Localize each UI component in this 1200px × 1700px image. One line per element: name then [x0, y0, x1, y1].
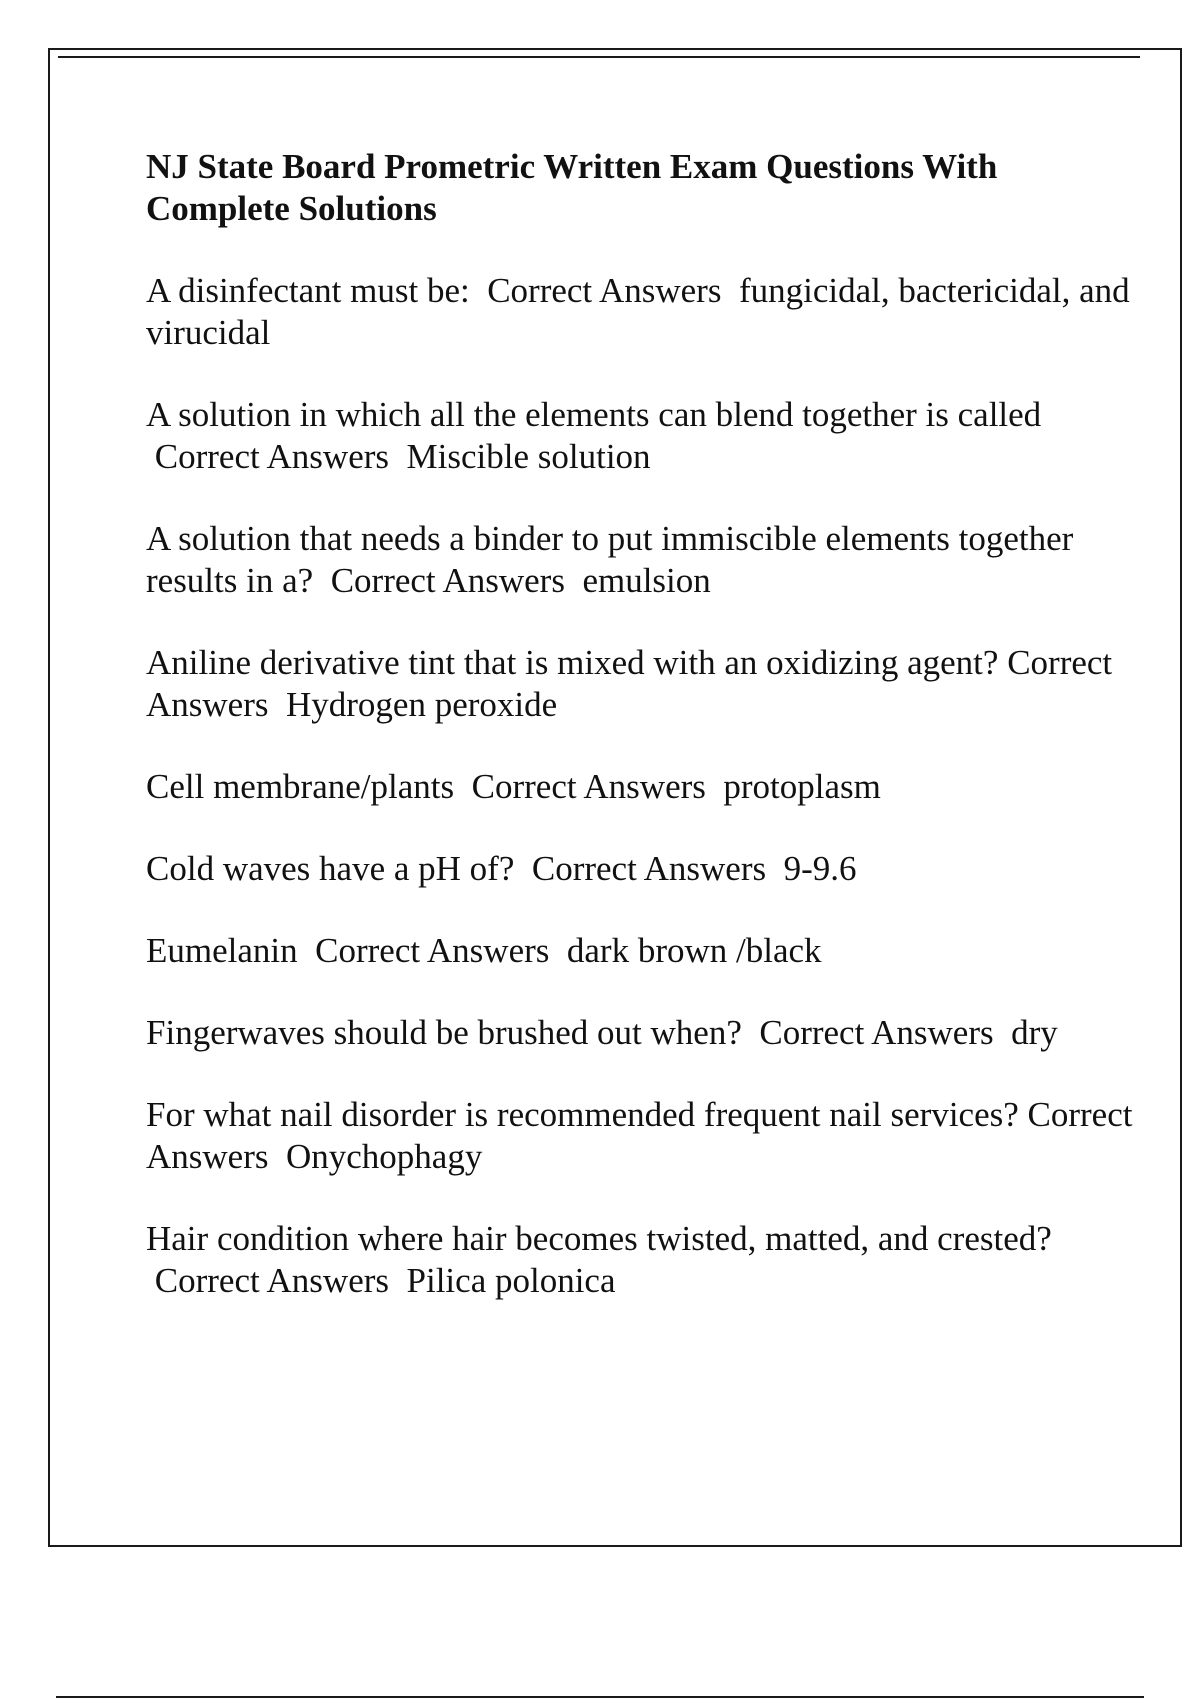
document-content [146, 146, 1146, 1342]
answer-text: protoplasm [723, 767, 881, 806]
question-text: A solution that needs a binder to put immiscible elements together results in a? [146, 519, 1074, 600]
qa-item [146, 848, 1146, 890]
answer-text: 9-9.6 [783, 849, 857, 888]
answer-label: Correct Answers [315, 931, 550, 970]
qa-item [146, 1012, 1146, 1054]
answer-label: Correct Answers [146, 1095, 1133, 1176]
qa-item [146, 1218, 1146, 1302]
qa-item [146, 642, 1146, 726]
answer-text: Miscible solution [406, 437, 651, 476]
qa-item [146, 1094, 1146, 1178]
answer-text: Onychophagy [285, 1137, 483, 1176]
answer-text: fungicidal, bactericidal, and virucidal [146, 271, 1130, 352]
answer-text: dry [1011, 1013, 1058, 1052]
qa-item [146, 394, 1146, 478]
answer-text: Hydrogen peroxide [285, 685, 558, 724]
qa-item [146, 518, 1146, 602]
answer-label: Correct Answers [154, 437, 390, 476]
qa-item [146, 270, 1146, 354]
question-text: A disinfectant must be: [146, 271, 470, 310]
answer-text: emulsion [582, 561, 711, 600]
question-text: Aniline derivative tint that is mixed with an oxidizing agent? [146, 643, 999, 682]
bottom-rule [56, 1696, 1144, 1698]
top-rule [58, 56, 1140, 58]
answer-label: Correct Answers [531, 849, 767, 888]
document-title: NJ State Board Prometric Written Exam Questions With Complete Solutions [146, 147, 998, 228]
answer-text: Pilica polonica [406, 1261, 616, 1300]
qa-item [146, 930, 1146, 972]
question-text: A solution in which all the elements can blend together is called [146, 395, 1042, 434]
question-text: For what nail disorder is recommended frequent nail services? [146, 1095, 1019, 1134]
answer-label: Correct Answers [759, 1013, 994, 1052]
answer-label: Correct Answers [146, 643, 1113, 724]
answer-label: Correct Answers [330, 561, 565, 600]
answer-text: dark brown /black [566, 931, 822, 970]
qa-list [146, 270, 1146, 1302]
page-frame [48, 48, 1182, 1547]
question-text: Eumelanin [146, 931, 298, 970]
question-text: Cold waves have a pH of? [146, 849, 515, 888]
qa-item [146, 766, 1146, 808]
question-text: Cell membrane/plants [146, 767, 455, 806]
answer-label: Correct Answers [487, 271, 722, 310]
answer-label: Correct Answers [471, 767, 706, 806]
question-text: Fingerwaves should be brushed out when? [146, 1013, 742, 1052]
answer-label: Correct Answers [154, 1261, 390, 1300]
question-text: Hair condition where hair becomes twisted, matted, and crested? [146, 1219, 1052, 1258]
